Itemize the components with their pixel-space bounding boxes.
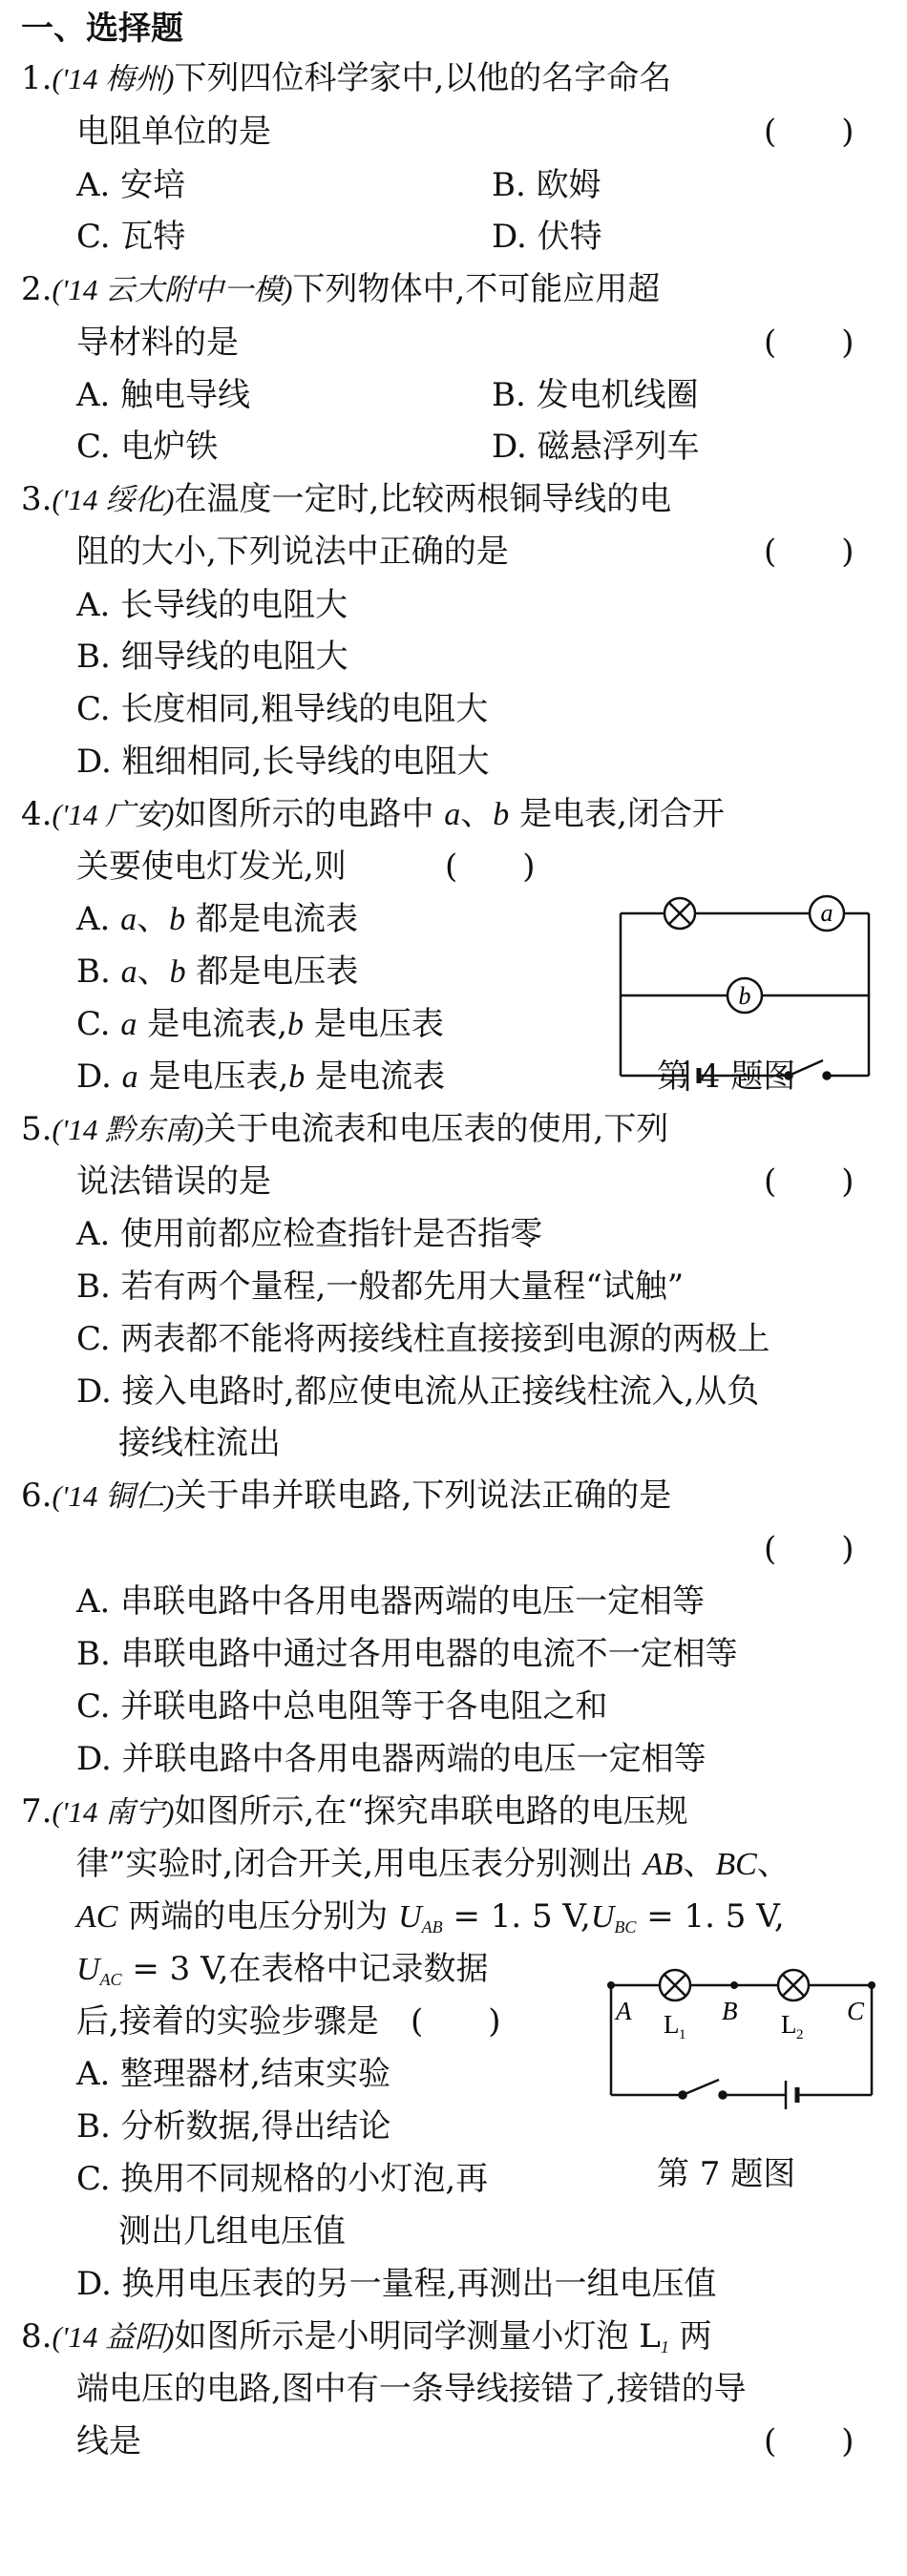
option-b: B. 发电机线圈	[492, 376, 699, 414]
option-text: 是电流表	[305, 1058, 446, 1096]
question-source: ('14 南宁)	[52, 1795, 175, 1829]
value-uac: = 3 V,在表格中记录数据	[121, 1950, 489, 1988]
option-b: B. 欧姆	[492, 166, 601, 204]
segment-bc: BC	[715, 1847, 757, 1882]
option-b	[76, 953, 358, 992]
answer-paren: ( )	[764, 2422, 854, 2461]
question-text: 端电压的电路,图中有一条导线接错了,接错的导	[76, 2370, 747, 2408]
option-b: B. 若有两个量程,一般都先用大量程“试触”	[76, 1267, 685, 1306]
var-a: a	[120, 902, 137, 937]
circuit-figure-7	[597, 1947, 888, 2147]
var-a: a	[120, 954, 137, 990]
question-4	[21, 795, 725, 834]
figure-caption: 第 4 题图	[657, 1058, 796, 1096]
label-l1-sub: 1	[679, 2027, 686, 2042]
question-text: 阻的大小,下列说法中正确的是	[76, 533, 509, 571]
sub-bc: BC	[614, 1917, 637, 1937]
option-a: A. 整理器材,结束实验	[76, 2055, 390, 2093]
question-source: ('14 广安)	[52, 798, 175, 831]
option-d	[76, 1058, 445, 1097]
option-c: C. 瓦特	[76, 218, 186, 256]
option-a: A. 安培	[76, 166, 186, 204]
question-number: 1.	[21, 59, 53, 97]
label-l2-sub: 2	[796, 2027, 804, 2042]
label-l1: L	[664, 2010, 680, 2039]
option-c: C. 长度相同,粗导线的电阻大	[76, 690, 489, 728]
option-b: B. 分析数据,得出结论	[76, 2107, 391, 2146]
var-b: b	[493, 797, 510, 832]
question-text: 如图所示的电路中	[174, 795, 445, 833]
label-b: B	[722, 1997, 738, 2025]
option-text: 都是电流表	[185, 900, 358, 938]
question-text: 是电表,闭合开	[509, 795, 725, 833]
question-number: 4.	[21, 795, 53, 833]
option-a: A. 串联电路中各用电器两端的电压一定相等	[76, 1582, 706, 1621]
var-b: b	[169, 954, 186, 990]
option-a	[76, 900, 358, 939]
segment-ab: AB	[643, 1847, 684, 1882]
question-text: 在温度一定时,比较两根铜导线的电	[174, 480, 672, 518]
section-title: 一、选择题	[21, 10, 183, 48]
value-ubc: = 1. 5 V,	[636, 1897, 785, 1936]
question-text: 律”实验时,闭合开关,用电压表分别测出 AB、BC、	[76, 1845, 790, 1883]
question-text: 关于串并联电路,下列说法正确的是	[174, 1476, 672, 1515]
question-number: 2.	[21, 270, 53, 308]
question-3	[21, 480, 671, 519]
option-d: D. 接入电路时,都应使电流从正接线柱流入,从负	[76, 1372, 760, 1411]
question-text: 如图所示是小明同学测量小灯泡 L	[174, 2317, 661, 2356]
question-text: 说法错误的是	[76, 1162, 271, 1201]
question-number: 8.	[21, 2317, 53, 2356]
node-a	[607, 1981, 615, 1989]
answer-paren: ( )	[445, 848, 536, 886]
question-7	[21, 1792, 688, 1832]
meter-b-label: b	[738, 982, 751, 1010]
option-c: C. 并联电路中总电阻等于各电阻之和	[76, 1687, 608, 1726]
question-text: 下列四位科学家中,以他的名字命名	[174, 59, 672, 97]
question-6	[21, 1476, 671, 1516]
question-5	[21, 1110, 668, 1149]
var-u: U	[398, 1899, 422, 1935]
question-text: 关要使电灯发光,则	[76, 848, 347, 886]
option-d-continued: 接线柱流出	[118, 1424, 281, 1462]
sub-1: 1	[660, 2337, 669, 2356]
label-l2: L	[781, 2010, 797, 2039]
value-uab: = 1. 5 V,	[442, 1897, 591, 1936]
node-c	[868, 1981, 875, 1989]
sub-ab: AB	[421, 1917, 443, 1937]
figure-caption: 第 7 题图	[657, 2155, 796, 2193]
answer-paren: ( )	[764, 1530, 854, 1568]
question-number: 6.	[21, 1476, 53, 1515]
label-a: A	[616, 1997, 632, 2025]
option-d: D. 磁悬浮列车	[492, 428, 700, 466]
option-text: 、	[137, 900, 170, 938]
question-1	[21, 59, 671, 98]
question-source: ('14 铜仁)	[52, 1479, 175, 1513]
question-source: ('14 梅州)	[52, 62, 175, 95]
var-a: a	[444, 797, 461, 832]
question-2	[21, 270, 660, 309]
var-b: b	[169, 902, 186, 937]
answer-paren: ( )	[764, 113, 854, 151]
option-b: B. 串联电路中通过各用电器的电流不一定相等	[76, 1635, 738, 1673]
question-number: 5.	[21, 1110, 53, 1148]
var-a: a	[121, 1059, 138, 1095]
option-letter: A.	[76, 900, 121, 938]
option-a: A. 使用前都应检查指针是否指零	[76, 1215, 543, 1253]
option-text: 、	[137, 953, 170, 991]
option-c	[76, 1005, 444, 1044]
question-text: 电阻单位的是	[76, 113, 271, 151]
question-text: 关于电流表和电压表的使用,下列	[203, 1110, 669, 1148]
question-text: 律”实验时,闭合开关,用电压表分别测出	[76, 1845, 643, 1883]
option-d: D. 粗细相同,长导线的电阻大	[76, 743, 490, 781]
question-text: 如图所示,在“探究串联电路的电压规	[174, 1792, 688, 1831]
question-8	[21, 2317, 712, 2366]
question-source: ('14 益阳)	[52, 2320, 175, 2354]
option-a: A. 长导线的电阻大	[76, 586, 348, 624]
question-number: 3.	[21, 480, 53, 518]
option-text: 是电压表,	[137, 1058, 289, 1096]
var-b: b	[288, 1059, 306, 1095]
answer-paren: ( )	[764, 533, 854, 571]
switch-blade	[683, 2080, 719, 2095]
option-text: 是电压表	[304, 1005, 444, 1043]
var-u: U	[590, 1899, 615, 1935]
option-a: A. 触电导线	[76, 376, 251, 414]
question-text: 两端的电压分别为	[117, 1897, 399, 1936]
option-letter: D.	[76, 1058, 122, 1096]
option-d: D. 换用电压表的另一量程,再测出一组电压值	[76, 2265, 717, 2303]
option-c: C. 两表都不能将两接线柱直接接到电源的两极上	[76, 1320, 770, 1358]
question-text: 导材料的是	[76, 324, 239, 362]
option-text: 都是电压表	[185, 953, 359, 991]
var-b: b	[287, 1007, 305, 1042]
option-d: D. 并联电路中各用电器两端的电压一定相等	[76, 1740, 707, 1778]
question-number: 7.	[21, 1792, 53, 1831]
option-letter: C.	[76, 1005, 121, 1043]
option-text: 是电流表,	[137, 1005, 288, 1043]
question-text: 后,接着的实验步骤是	[76, 2002, 379, 2041]
text-sep: 、	[460, 795, 494, 833]
question-text	[76, 1897, 785, 1946]
option-c: C. 电炉铁	[76, 428, 219, 466]
question-text: 下列物体中,不可能应用超	[292, 270, 661, 308]
option-b: B. 细导线的电阻大	[76, 638, 348, 676]
node-b	[730, 1981, 738, 1989]
sub-ac: AC	[99, 1970, 122, 1989]
option-letter: B.	[76, 953, 121, 991]
question-source: ('14 绥化)	[52, 483, 175, 516]
answer-paren: ( )	[764, 1162, 854, 1201]
meter-a-label: a	[820, 899, 833, 927]
option-c-continued: 测出几组电压值	[118, 2212, 346, 2251]
var-a: a	[120, 1007, 137, 1042]
question-text: 两	[668, 2317, 712, 2356]
var-u: U	[76, 1952, 100, 1987]
answer-paren: ( )	[764, 324, 854, 362]
question-source: ('14 云大附中一模)	[52, 273, 293, 306]
question-text: 线是	[76, 2422, 141, 2461]
option-d: D. 伏特	[492, 218, 602, 256]
answer-paren: ( )	[411, 2002, 501, 2041]
option-c: C. 换用不同规格的小灯泡,再	[76, 2160, 489, 2198]
question-source: ('14 黔东南)	[52, 1113, 204, 1146]
label-c: C	[847, 1997, 865, 2025]
segment-ac: AC	[76, 1899, 118, 1935]
question-text	[76, 1950, 489, 1999]
